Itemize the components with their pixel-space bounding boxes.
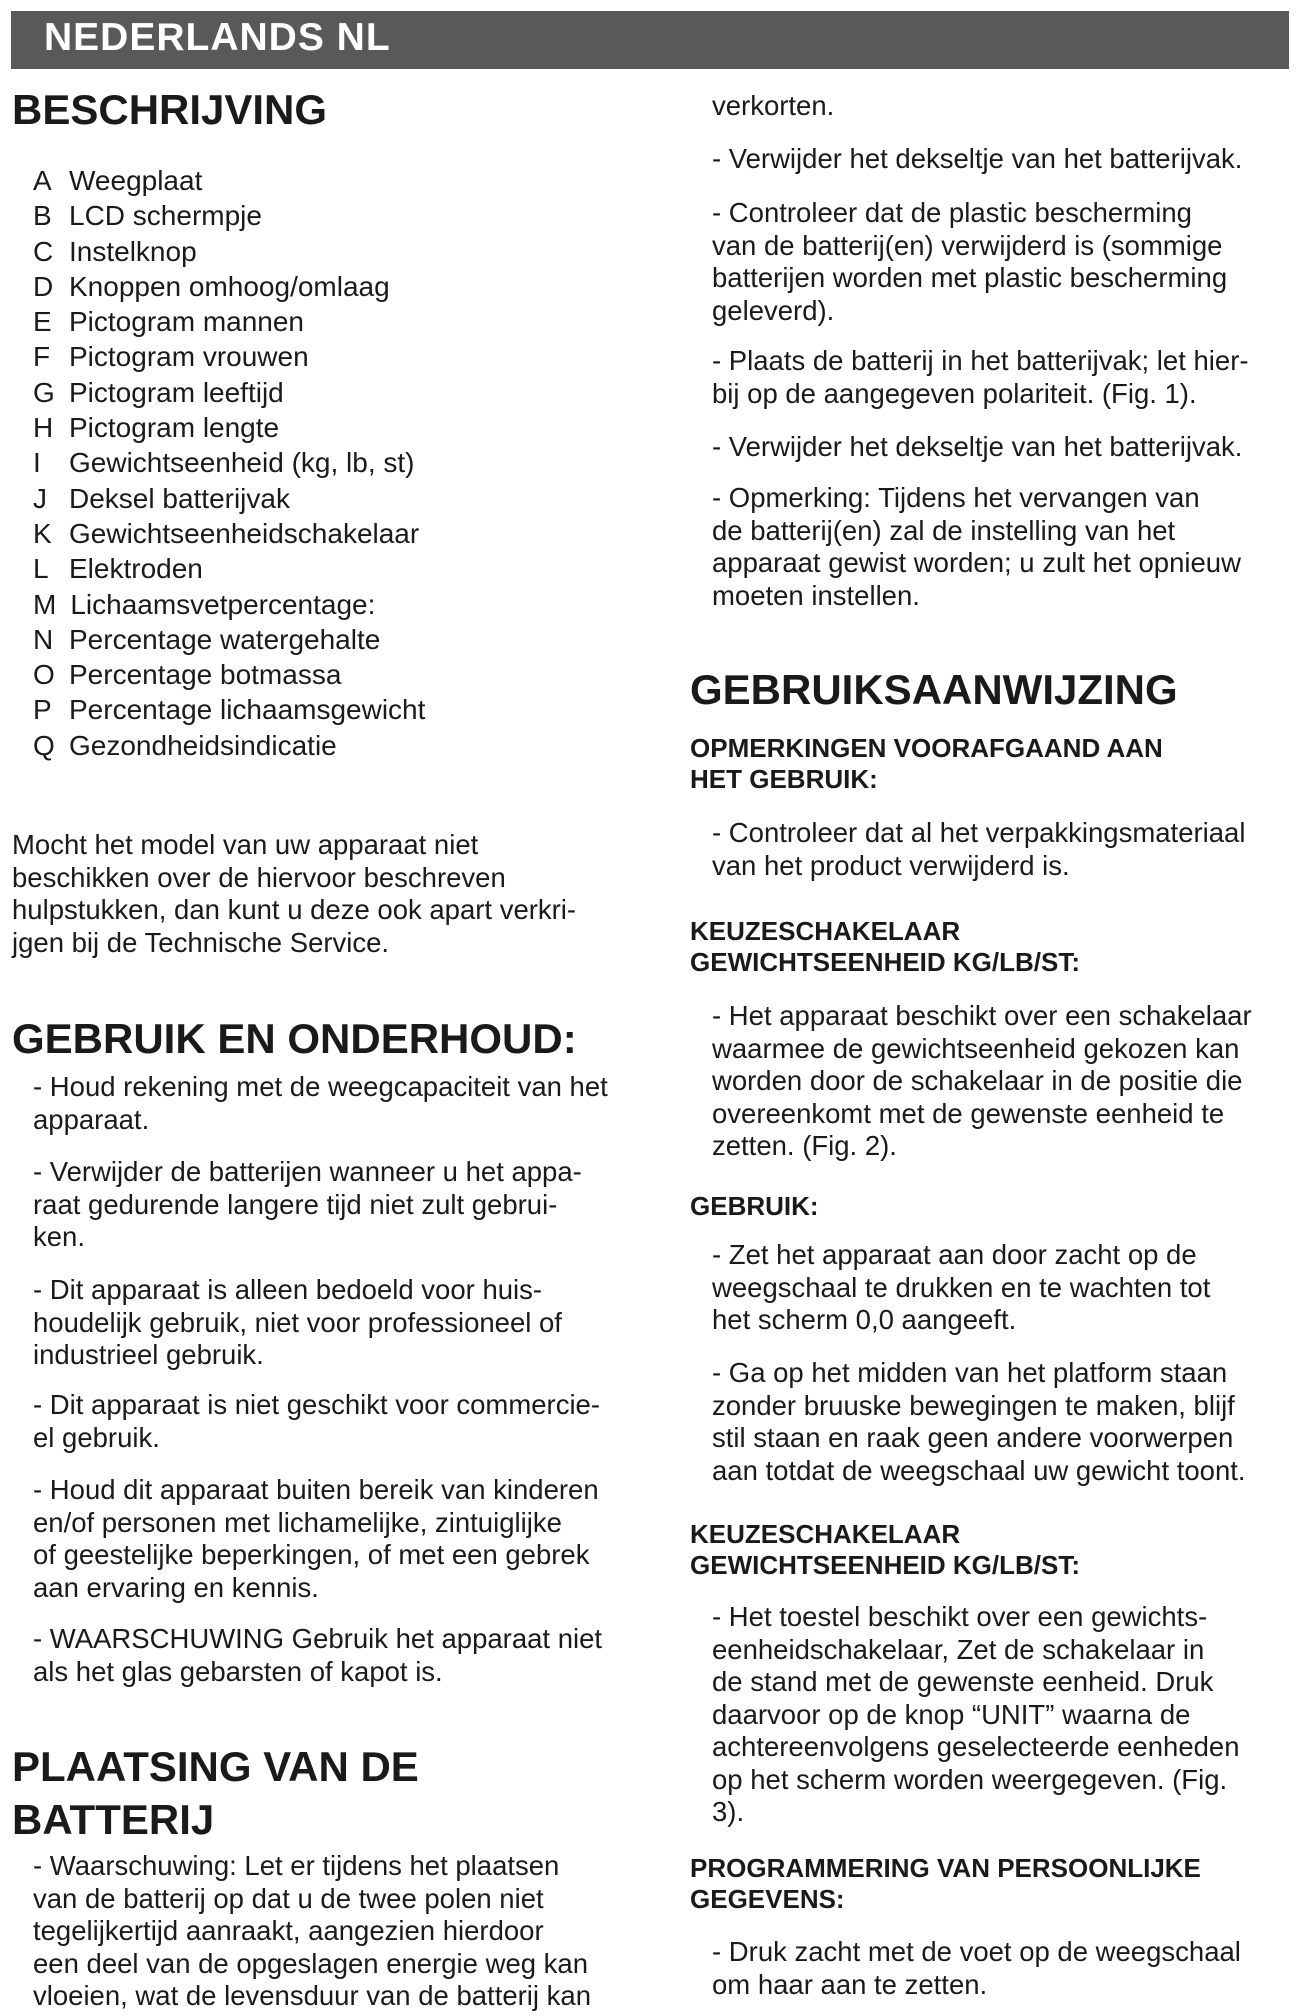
use-item: - Dit apparaat is niet geschikt voor commercie- el gebruik. (33, 1389, 601, 1453)
battery-heading-line1: PLAATSING VAN DE (12, 1743, 419, 1790)
use-step: - Ga op het midden van het platform staan zonder bruuske bewegingen te maken, blijf stil staan en raak geen andere voorwerpen aan totdat de weegschaal uw gewicht toont. (712, 1357, 1246, 1486)
legend-letter: J (33, 482, 47, 514)
legend-item (33, 163, 425, 198)
battery-item: - Verwijder het dekseltje van het batterijvak. (712, 143, 1243, 174)
use-item: - Verwijder de batterijen wanneer u het appa- raat gedurende langere tijd niet zult gebrui- ken. (33, 1156, 582, 1252)
legend-letter: N (33, 623, 54, 655)
unit-switch-subheading-2: KEUZESCHAKELAAR GEWICHTSEENHEID KG/LB/ST: (690, 1519, 1081, 1580)
use-item: - Dit apparaat is alleen bedoeld voor huis- houdelijk gebruik, niet voor professioneel of industrieel gebruik. (33, 1274, 562, 1370)
use-step: - Zet het apparaat aan door zacht op de weegschaal te drukken en te wachten tot het scherm 0,0 aangeeft. (712, 1239, 1211, 1335)
legend-item (33, 304, 425, 339)
battery-item: - Plaats de batterij in het batterijvak; let hier- bij op de aangegeven polariteit. (Fig. 1). (712, 345, 1249, 409)
language-header-title: NEDERLANDS NL (44, 16, 391, 59)
legend-text: Weegplaat (69, 165, 203, 196)
pre-use-subheading: OPMERKINGEN VOORAFGAAND AAN HET GEBRUIK: (690, 733, 1163, 794)
battery-heading-line2: BATTERIJ (12, 1796, 215, 1843)
legend-item (33, 445, 425, 480)
legend-item (33, 587, 425, 622)
legend-text: Pictogram lengte (69, 412, 280, 444)
battery-item: - Controleer dat de plastic bescherming van de batterij(en) verwijderd is (sommige batterijen worden met plastic bescherming geleverd). (712, 197, 1228, 326)
battery-item: - Opmerking: Tijdens het vervangen van de batterij(en) zal de instelling van het apparaat gewist worden; u zult het opnieuw moeten instellen. (712, 482, 1241, 611)
legend-letter: H (33, 412, 54, 444)
legend-item (33, 198, 425, 233)
legend-item (33, 551, 425, 586)
legend-letter: A (33, 165, 52, 196)
legend-text: Percentage botmassa (69, 659, 342, 691)
legend-item (33, 622, 425, 657)
legend-letter: Q (33, 729, 55, 761)
use-subheading: GEBRUIK: (690, 1191, 819, 1221)
unit-switch-subheading: KEUZESCHAKELAAR GEWICHTSEENHEID KG/LB/ST: (690, 916, 1081, 977)
legend-letter: G (33, 376, 55, 408)
legend-item (33, 410, 425, 445)
legend-text: LCD schermpje (69, 200, 262, 232)
legend-text: Percentage watergehalte (69, 623, 381, 655)
legend-item (33, 657, 425, 692)
unit-switch-item: - Het apparaat beschikt over een schakelaar waarmee de gewichtseenheid gekozen kan worden door de schakelaar in de positie die overeenkomt met de gewenste eenheid te zetten. (Fig. 2). (712, 1000, 1252, 1161)
battery-continued: verkorten. (712, 90, 835, 121)
legend-item (33, 481, 425, 516)
legend-text: Elektroden (69, 553, 203, 585)
legend-letter: E (33, 306, 52, 338)
legend-letter: M (33, 588, 57, 620)
legend-item (33, 269, 425, 304)
instructions-heading: GEBRUIKSAANWIJZING (690, 666, 1178, 713)
legend-text: Pictogram vrouwen (69, 341, 309, 373)
legend-letter: B (33, 200, 52, 232)
legend-text: Lichaamsvetpercentage: (70, 588, 376, 620)
legend-letter: F (33, 341, 51, 373)
use-item: - WAARSCHUWING Gebruik het apparaat niet als het glas gebarsten of kapot is. (33, 1623, 603, 1687)
legend-letter: P (33, 694, 52, 726)
legend-letter: O (33, 659, 55, 691)
pre-use-item: - Controleer dat al het verpakkingsmateriaal van het product verwijderd is. (712, 817, 1246, 881)
use-item: - Houd rekening met de weegcapaciteit van het apparaat. (33, 1071, 608, 1135)
legend-item (33, 692, 425, 727)
legend-letter: D (33, 270, 54, 302)
legend-letter: I (33, 447, 41, 479)
battery-warning: - Waarschuwing: Let er tijdens het plaatsen van de batterij op dat u de twee polen niet tegelijkertijd aanraakt, aangezien hierdoor een deel van de opgeslagen energie weg kan vloeien, wat de levensduur van de batterij kan (33, 1850, 591, 2011)
legend-text: Knoppen omhoog/omlaag (69, 270, 390, 302)
legend-text: Gewichtseenheid (kg, lb, st) (69, 447, 415, 479)
description-heading: BESCHRIJVING (12, 86, 328, 133)
parts-legend (33, 163, 425, 763)
legend-text: Gezondheidsindicatie (69, 729, 337, 761)
legend-item (33, 375, 425, 410)
programming-item: - Druk zacht met de voet op de weegschaal om haar aan te zetten. (712, 1936, 1241, 2000)
legend-item (33, 234, 425, 269)
model-note: Mocht het model van uw apparaat niet beschikken over de hiervoor beschreven hulpstukken, dan kunt u deze ook apart verkri- jgen bij de Technische Service. (12, 829, 577, 958)
use-maintenance-heading: GEBRUIK EN ONDERHOUD: (12, 1015, 577, 1062)
battery-item: - Verwijder het dekseltje van het batterijvak. (712, 431, 1243, 462)
use-item: - Houd dit apparaat buiten bereik van kinderen en/of personen met lichamelijke, zintuiglijke of geestelijke beperkingen, of met een gebrek aan ervaring en kennis. (33, 1474, 599, 1603)
unit-switch-item-2: - Het toestel beschikt over een gewichts- eenheidschakelaar, Zet de schakelaar in de stand met de gewenste eenheid. Druk daarvoor op de knop “UNIT” waarna de achtereenvolgens geselecteerde eenheden op het scherm worden weergegeven. (Fig. 3). (712, 1601, 1240, 1827)
legend-text: Instelknop (69, 235, 197, 267)
legend-text: Deksel batterijvak (69, 482, 290, 514)
legend-text: Pictogram leeftijd (69, 376, 284, 408)
legend-text: Gewichtseenheidschakelaar (69, 517, 420, 549)
legend-letter: L (33, 553, 49, 585)
legend-item (33, 339, 425, 374)
legend-item (33, 516, 425, 551)
programming-subheading: PROGRAMMERING VAN PERSOONLIJKE GEGEVENS: (690, 1853, 1201, 1914)
legend-item (33, 728, 425, 763)
legend-letter: K (33, 517, 52, 549)
legend-text: Percentage lichaamsgewicht (69, 694, 426, 726)
legend-text: Pictogram mannen (69, 306, 305, 338)
legend-letter: C (33, 235, 54, 267)
